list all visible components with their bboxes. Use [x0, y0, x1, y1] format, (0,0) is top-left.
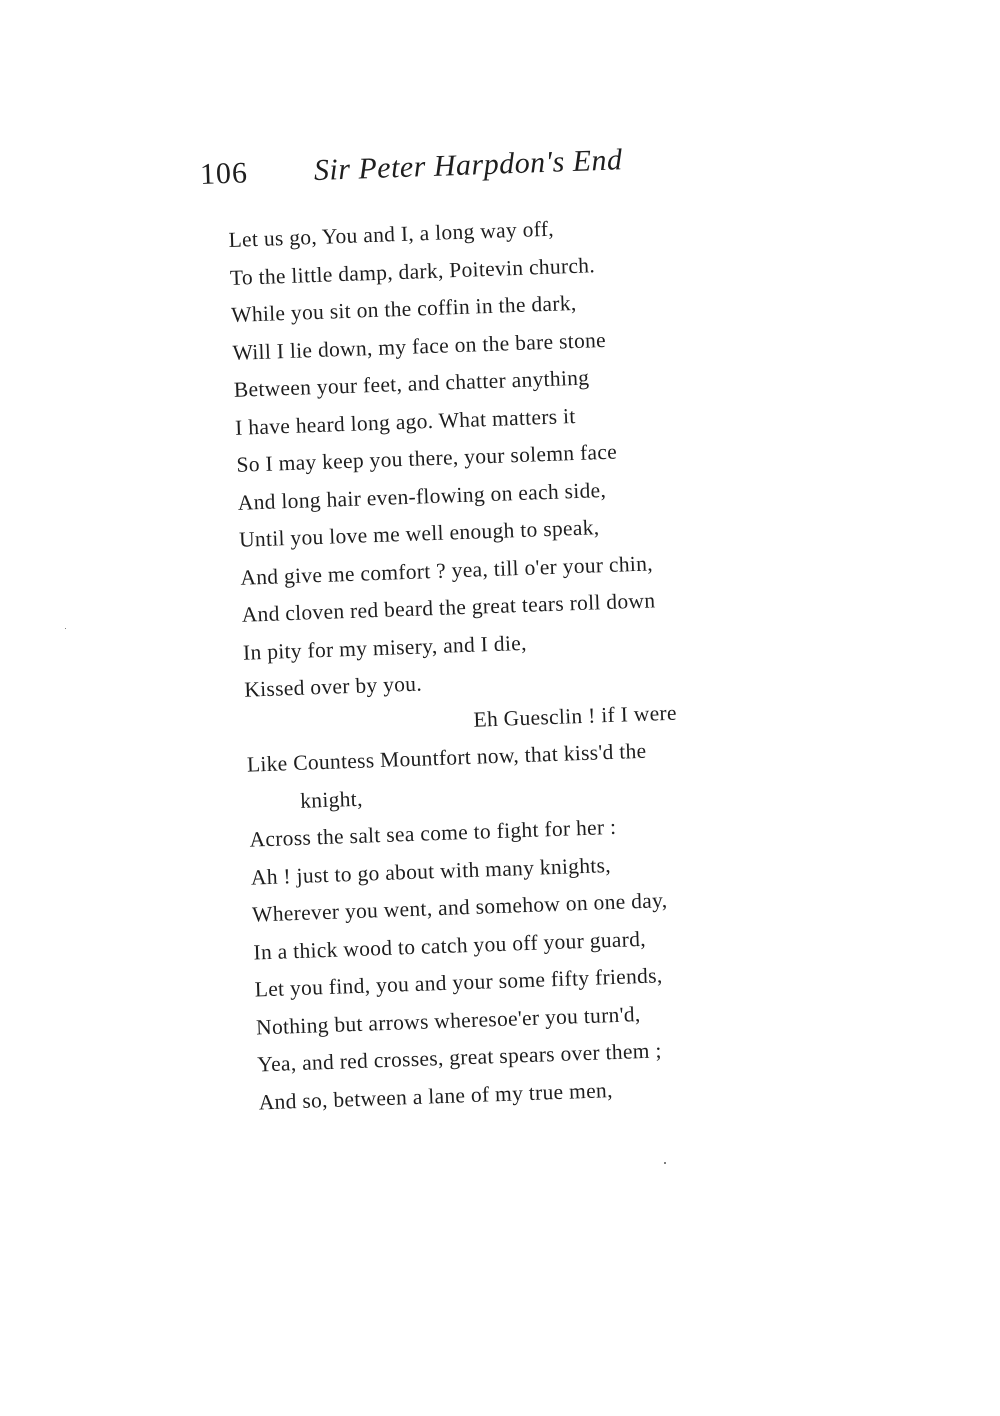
verse-line: Let you find, you and your some fifty friends,: [254, 963, 663, 1002]
verse-line: I have heard long ago. What matters it: [234, 403, 576, 440]
print-speck: [664, 1162, 666, 1164]
running-head: [199, 143, 623, 192]
verse-line: Until you love me well enough to speak,: [238, 515, 600, 552]
verse-line: And cloven red beard the great tears roll down: [241, 588, 656, 627]
verse-line: While you sit on the coffin in the dark,: [230, 290, 577, 327]
verse-line: Kissed over by you.: [243, 671, 423, 702]
verse-line: And so, between a lane of my true men,: [258, 1077, 614, 1114]
print-speck: [65, 628, 66, 629]
verse-line: Wherever you went, and somehow on one day,: [251, 888, 668, 927]
verse-line: Nothing but arrows wheresoe'er you turn'd,: [255, 1001, 641, 1040]
verse-line: So I may keep you there, your solemn face: [236, 439, 618, 477]
verse-line: Across the salt sea come to fight for her :: [249, 814, 617, 852]
verse-line: Let us go, You and I, a long way off,: [228, 216, 555, 252]
verse-line: Yea, and red crosses, great spears over them ;: [257, 1038, 663, 1077]
verse-line: Ah ! just to go about with many knights,: [250, 852, 612, 890]
poem-verse: [228, 202, 819, 1121]
verse-line: Eh Guesclin ! if I were: [473, 700, 678, 732]
page-number: 106: [199, 156, 249, 191]
verse-line: In a thick wood to catch you off your guard,: [253, 926, 647, 965]
verse-line: Between your feet, and chatter anything: [233, 365, 590, 402]
verse-line: And long hair even-flowing on each side,: [237, 477, 607, 515]
verse-line: knight,: [299, 786, 364, 813]
verse-line: And give me comfort ? yea, till o'er your chin,: [239, 550, 654, 590]
verse-line: Will I lie down, my face on the bare stone: [232, 327, 607, 365]
running-title: Sir Peter Harpdon's End: [313, 143, 624, 188]
verse-line: Like Countess Mountfort now, that kiss'd the: [246, 738, 647, 777]
verse-line: In pity for my misery, and I die,: [242, 630, 528, 665]
verse-line: To the little damp, dark, Poitevin church.: [229, 252, 596, 290]
